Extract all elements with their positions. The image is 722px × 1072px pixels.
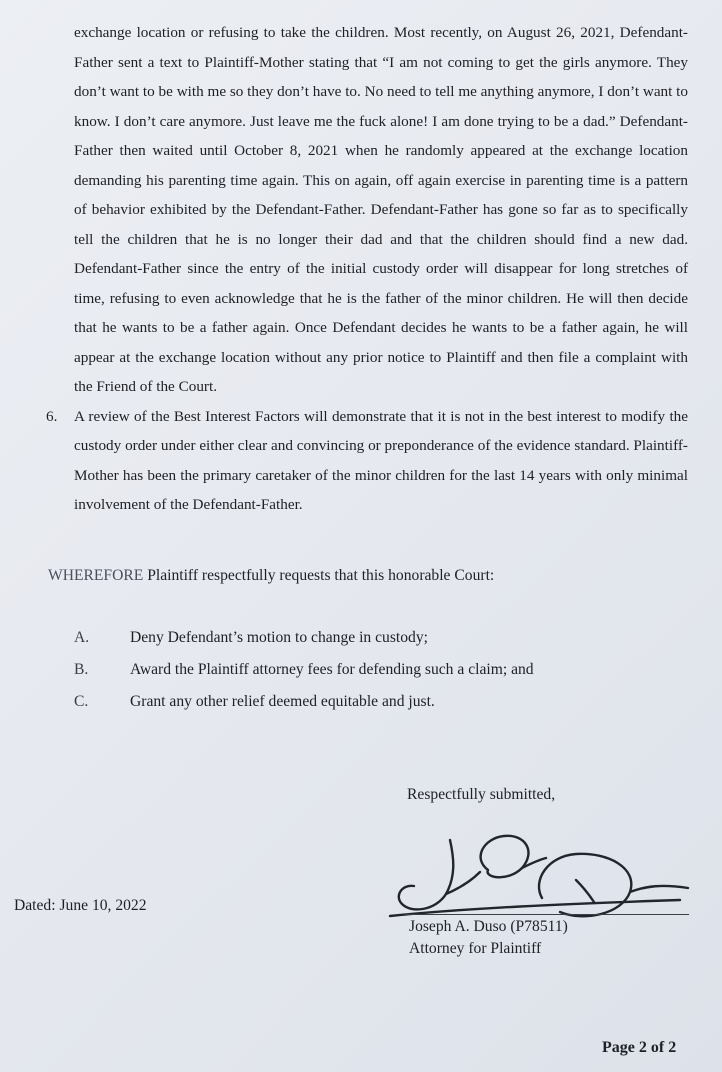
paragraph-6-text: A review of the Best Interest Factors will demonstrate that it is not in the best interest to modify the custody order under either clear and convincing or preponderance of the evidence standard. Plaintiff-Mother has been the primary caretaker of the minor children for the last 14 years with only minimal involvement of the Defendant-Father.: [74, 407, 688, 513]
relief-letter: B.: [74, 661, 89, 678]
wherefore-text: Plaintiff respectfully requests that this honorable Court:: [143, 567, 495, 584]
relief-letter: C.: [74, 693, 89, 710]
relief-list: [74, 622, 688, 718]
signer-title: Attorney for Plaintiff: [409, 940, 542, 957]
page-number: Page 2 of 2: [602, 1039, 677, 1056]
body-text: [46, 18, 688, 520]
relief-item-c: [74, 686, 688, 718]
paragraph-continued: exchange location or refusing to take the children. Most recently, on August 26, 2021, Defendant-Father sent a text to Plaintiff-Mother stating that “I am not coming to get the girls anymore. They don’t want to be with me so they don’t have to. No need to tell me anything anymore, I don’t want to know. I don’t care anymore. Just leave me the fuck alone! I am done trying to be a dad.” Defendant-Father then waited until October 8, 2021 when he randomly appeared at the exchange location demanding his parenting time again. This on again, off again exercise in parenting time is a pattern of behavior exhibited by the Defendant-Father. Defendant-Father has gone so far as to specifically tell the children that he is no longer their dad and that the children should find a new dad. Defendant-Father since the entry of the initial custody order will disappear for long stretches of time, refusing to even acknowledge that he is the father of the minor children. He will then decide that he wants to be a father again. Once Defendant decides he wants to be a father again, he will appear at the exchange location without any prior notice to Plaintiff and then file a complaint with the Friend of the Court.: [74, 24, 688, 395]
relief-text: Award the Plaintiff attorney fees for defending such a claim; and: [130, 661, 534, 678]
relief-letter: A.: [74, 629, 90, 646]
signature-line: [405, 914, 689, 915]
relief-text: Deny Defendant’s motion to change in custody;: [130, 629, 428, 646]
wherefore-lead: WHEREFORE: [48, 567, 144, 584]
closing-text: Respectfully submitted,: [407, 786, 556, 803]
relief-text: Grant any other relief deemed equitable and just.: [130, 693, 435, 710]
relief-item-a: [74, 622, 688, 654]
paragraph-number: 6.: [46, 407, 58, 425]
relief-item-b: [74, 654, 688, 686]
dated-line: Dated: June 10, 2022: [14, 897, 147, 914]
signature-image: [380, 818, 700, 928]
wherefore-clause: [48, 562, 688, 590]
numbered-paragraph-6: [46, 402, 688, 520]
signer-name: Joseph A. Duso (P78511): [409, 918, 568, 935]
signature-block: [409, 916, 568, 960]
